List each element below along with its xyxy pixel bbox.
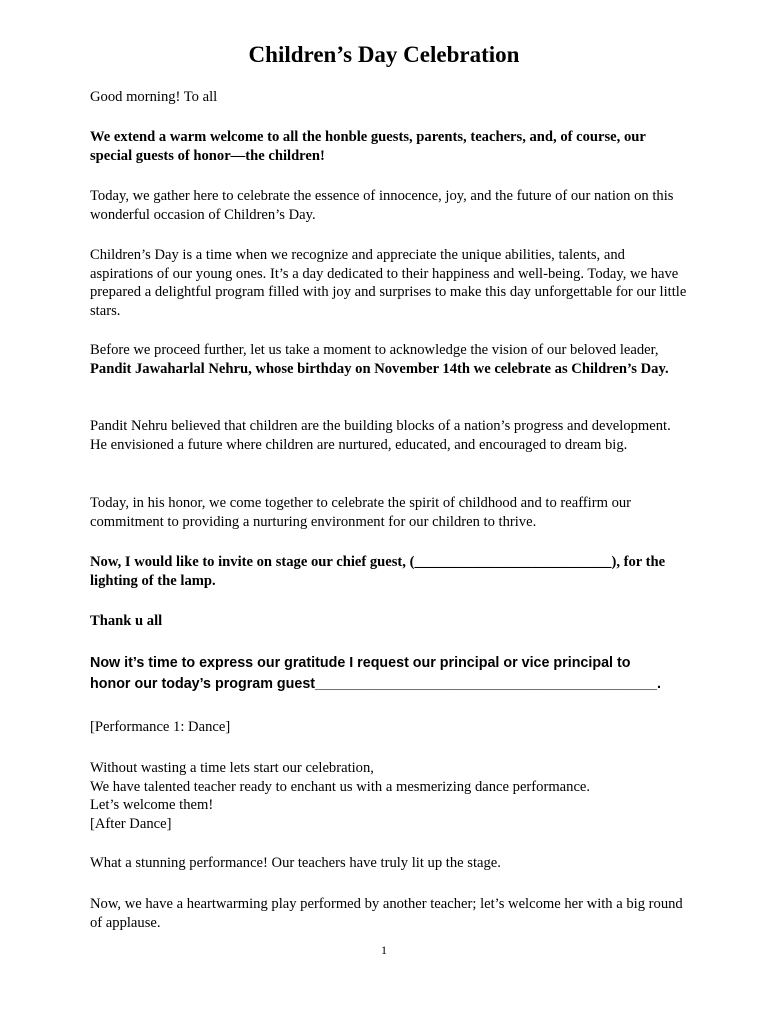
nehru-paragraph: Pandit Nehru believed that children are the building blocks of a nation’s progress and development. He envisioned a future where children are nurtured, educated, and encouraged to dream big.	[90, 418, 671, 453]
dance-line: [After Dance]	[90, 815, 172, 832]
honor-paragraph: Today, in his honor, we come together to celebrate the spirit of childhood and to reaffirm our commitment to providing a nurturing environment for our children to thrive.	[90, 495, 632, 530]
page-number: 1	[381, 943, 387, 957]
dance-line: Let’s welcome them!	[90, 797, 214, 813]
childrens-day-paragraph: Children’s Day is a time when we recognize and appreciate the unique abilities, talents, and aspirations of our young ones. It’s a day dedicated to their happiness and well-being. Today, we have prepared a delightful program filled with joy and surprises to make this day unforgettable for our little stars.	[90, 247, 687, 319]
greeting-text: Good morning! To all	[90, 89, 218, 105]
vision-paragraph	[90, 341, 690, 378]
gratitude-line: Now it’s time to express our gratitude I request our principal or vice principal to	[90, 655, 631, 671]
stunning-paragraph: What a stunning performance! Our teachers have truly lit up the stage.	[90, 855, 501, 871]
gratitude-line: honor our today’s program guest___________________________________________.	[90, 676, 661, 692]
invite-paragraph: Now, I would like to invite on stage our chief guest, (___________________________), for the lighting of the lamp.	[90, 554, 666, 589]
gather-paragraph: Today, we gather here to celebrate the essence of innocence, joy, and the future of our nation on this wonderful occasion of Children’s Day.	[90, 188, 674, 223]
dance-paragraph	[90, 759, 690, 833]
welcome-paragraph: We extend a warm welcome to all the honble guests, parents, teachers, and, of course, our special guests of honor—the children!	[90, 129, 646, 164]
vision-text: Before we proceed further, let us take a moment to acknowledge the vision of our beloved leader,	[90, 342, 659, 358]
dance-line: We have talented teacher ready to enchant us with a mesmerizing dance performance.	[90, 778, 591, 795]
nehru-highlight: Pandit Jawaharlal Nehru, whose birthday on November 14th we celebrate as Children’s Day.	[90, 360, 669, 377]
play-paragraph: Now, we have a heartwarming play performed by another teacher; let’s welcome her with a big round of applause.	[90, 896, 683, 931]
thanks-text: Thank u all	[90, 613, 163, 629]
page-title: Children’s Day Celebration	[248, 42, 520, 67]
gratitude-paragraph	[90, 653, 690, 695]
dance-line: Without wasting a time lets start our celebration,	[90, 760, 374, 776]
performance-heading: [Performance 1: Dance]	[90, 719, 231, 735]
